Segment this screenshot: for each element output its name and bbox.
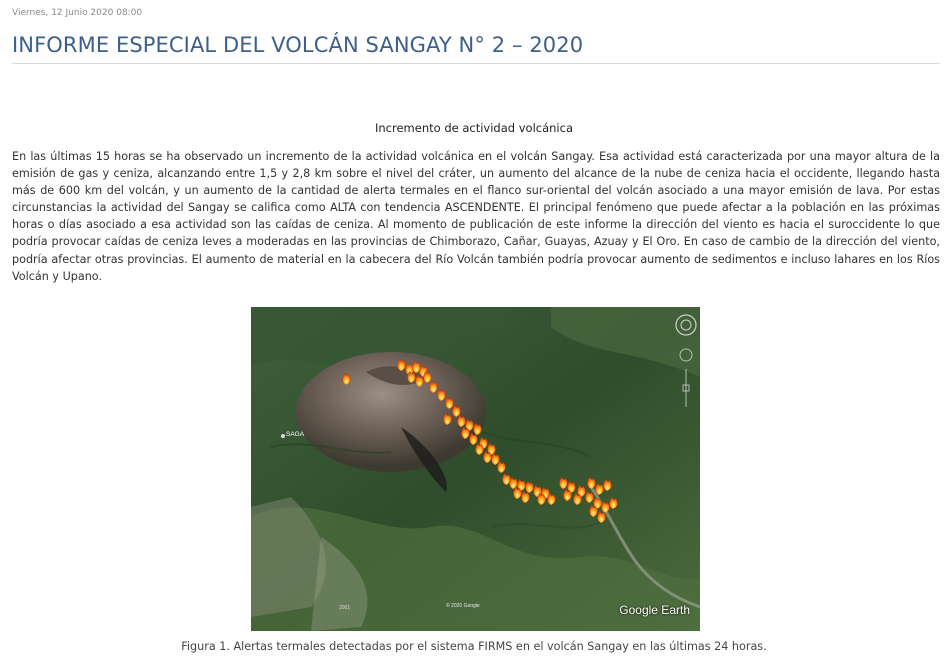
figure-caption: Figura 1. Alertas termales detectadas por el sistema FIRMS en el volcán Sangay en las últimas 24 horas. bbox=[181, 640, 767, 653]
place-label: SAGA bbox=[286, 431, 305, 438]
article-paragraph: En las últimas 15 horas se ha observado un incremento de la actividad volcánica en el volcán Sangay. Esa actividad está caracterizada por una mayor altura de la emisión de gas y ceniza, alcanzando entre 1,5 y 2,8 km sobre el nivel del cráter, un aumento del alcance de la nube de ceniza hacia el occidente, llegando hasta más de 600 km del volcán, y un aumento de la cantidad de alerta termales en el flanco sur-oriental del volcán asociado a una mayor emisión de lava. Por estas circunstancias la actividad del Sangay se califica como ALTA con tendencia ASCENDENTE. El principal fenómeno que puede afectar a la población en las próximas horas o días asociado a esa actividad son las caídas de ceniza. Al momento de publicación de este informe la dirección del viento es hacia el suroccidente lo que podría provocar caídas de ceniza leves a moderadas en las provincias de Chimborazo, Cañar, Guayas, Azuay y El Oro. En caso de cambio de la dirección del viento, podría afectar otras provincias. El aumento de material en la cabecera del Río Volcán también podría provocar aumento de sedimentos e incluso lahares en los Ríos Volcán y Upano. bbox=[12, 150, 940, 283]
google-earth-watermark: Google Earth bbox=[619, 603, 690, 617]
section-subtitle: Incremento de actividad volcánica bbox=[375, 121, 573, 135]
satellite-image bbox=[251, 307, 700, 631]
article-date: Viernes, 12 Junio 2020 08:00 bbox=[12, 8, 143, 18]
satellite-terrain bbox=[251, 307, 700, 631]
year-label: 2001 bbox=[339, 605, 351, 611]
article-title: INFORME ESPECIAL DEL VOLCÁN SANGAY N° 2 – 2020 bbox=[12, 30, 940, 64]
copyright-note: © 2020 Google bbox=[446, 603, 480, 609]
